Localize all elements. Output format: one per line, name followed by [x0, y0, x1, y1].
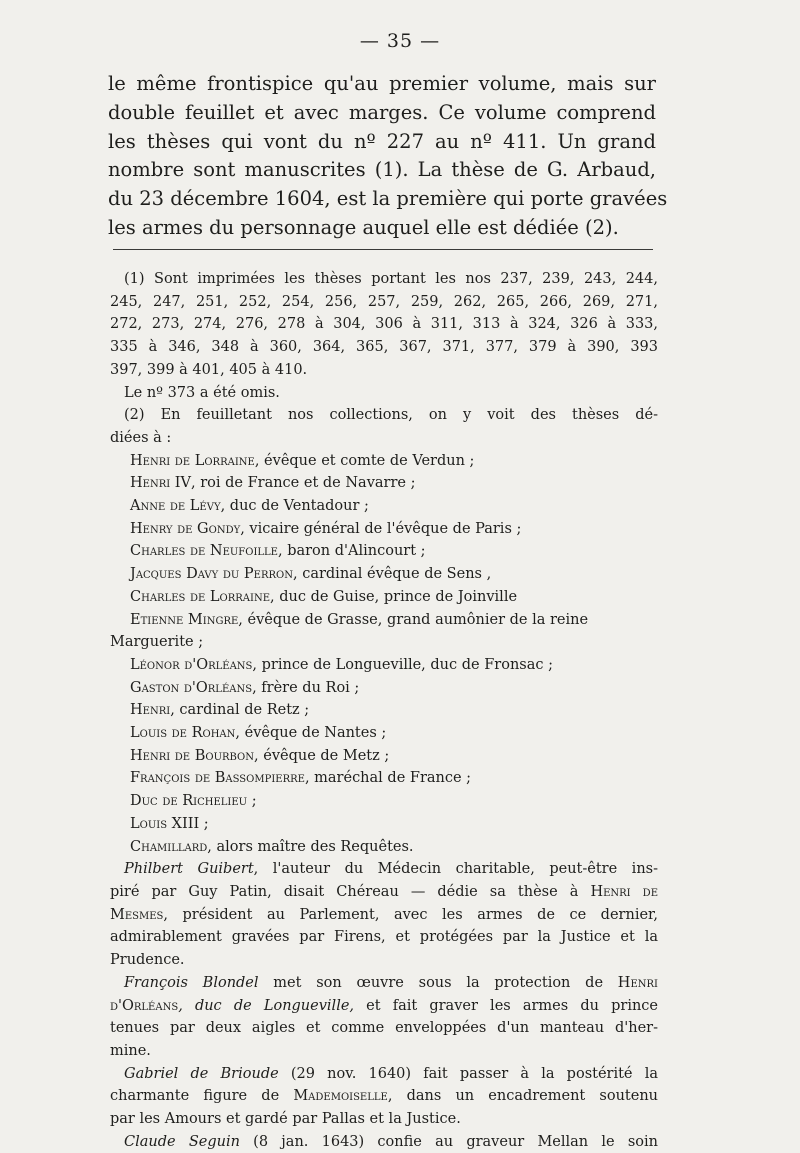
dedicatee-title: , évêque et comte de Verdun ;	[254, 452, 475, 469]
note1-line: 397, 399 à 401, 405 à 410.	[110, 361, 308, 378]
paragraph-text: et fait graver les armes du prince	[354, 997, 658, 1014]
dedicatee-entry	[110, 677, 658, 700]
author-name: François Blondel	[124, 974, 259, 991]
dedicatee-entry	[110, 495, 658, 518]
note1-line: 245, 247, 251, 252, 254, 256, 257, 259, 262, 265, 266, 269, 271,	[110, 293, 658, 310]
dedicatee-entry	[110, 813, 658, 836]
dedicatee-title: , prince de Longueville, duc de Fronsac ;	[252, 656, 553, 673]
dedicatee-title: , alors maître des Requêtes.	[207, 838, 414, 855]
paragraph-text: charmante figure de	[110, 1088, 294, 1105]
note1-line: 272, 273, 274, 276, 278 à 304, 306 à 311, 313 à 324, 326 à 333,	[110, 316, 658, 333]
paragraph-text: (29 nov. 1640) fait passer à la postérité la	[278, 1065, 658, 1082]
author-name: Gabriel de Brioude	[124, 1065, 279, 1082]
dedicatee-title: , évêque de Nantes ;	[235, 725, 387, 742]
dedicatee-title: , maréchal de France ;	[304, 770, 472, 787]
dedicatee-name: Chamillard	[130, 838, 208, 855]
dedicatee-name: Henri	[617, 974, 658, 991]
seguin-paragraph	[110, 1131, 658, 1153]
dedicatee-name: Henri de Bourbon	[130, 747, 255, 764]
dedicatee-continuation: Marguerite ;	[110, 634, 204, 651]
dedicatee-entry	[110, 745, 658, 768]
dedicatee-entry	[110, 540, 658, 563]
dedicatee-name: Duc de Richelieu	[130, 793, 248, 810]
main-line: du 23 décembre 1604, est la première qui porte gravées	[108, 187, 668, 211]
note2-intro: (2) En feuilletant nos collections, on y voit des thèses dé-	[124, 407, 658, 424]
dedicatee-name: Mesmes	[110, 906, 164, 923]
footnote-divider	[113, 249, 653, 250]
blondel-paragraph: mine.	[110, 1042, 151, 1059]
dedicatee-name: Henri de	[590, 883, 658, 900]
dedicatee-entry	[110, 654, 658, 677]
dedicatee-name: Mademoiselle	[293, 1088, 388, 1105]
dedicatee-title: , évêque de Metz ;	[254, 747, 390, 764]
dedicatee-title: ;	[247, 793, 257, 810]
dedicatee-title: , baron d'Alincourt ;	[277, 543, 426, 560]
main-line: les thèses qui vont du nº 227 au nº 411. Un grand	[108, 129, 656, 153]
dedicatee-name: Charles de Lorraine	[130, 588, 271, 605]
blondel-paragraph	[110, 995, 658, 1018]
brioude-paragraph: par les Amours et gardé par Pallas et la Justice.	[110, 1111, 461, 1128]
paragraph-text: , dans un encadrement soutenu	[387, 1088, 658, 1105]
dedicatee-entry	[110, 518, 658, 541]
dedicatee-name: Anne de Lévy	[130, 498, 221, 515]
dedicatee-name: Gaston d'Orléans	[130, 679, 253, 696]
guibert-paragraph	[110, 858, 658, 881]
dedicatee-title: , cardinal de Retz ;	[170, 702, 310, 719]
paragraph-text: piré par Guy Patin, disait Chéreau — dédie sa thèse à	[110, 883, 591, 900]
footnotes	[110, 268, 658, 1153]
dedicatee-entry	[110, 836, 658, 859]
dedicatee-title: , duc de Ventadour ;	[220, 498, 369, 515]
main-line: le même frontispice qu'au premier volume, mais sur	[108, 72, 656, 95]
dedicatee-name: Henry de Gondy	[130, 520, 241, 537]
dedicatee-name: Henri	[130, 702, 171, 719]
dedicatee-name: Henri IV	[130, 475, 191, 492]
note2-intro: diées à :	[110, 429, 172, 446]
dedicatee-entry	[110, 699, 658, 722]
note1-line: 335 à 346, 348 à 360, 364, 365, 367, 371, 377, 379 à 390, 393	[110, 339, 658, 356]
dedicatee-name: Louis XIII	[130, 815, 200, 832]
author-name: Claude Seguin	[124, 1133, 240, 1150]
dedicatee-entry	[110, 450, 658, 473]
guibert-paragraph: Prudence.	[110, 952, 185, 969]
dedicatee-entry	[110, 609, 658, 632]
dedicatee-title: , évêque de Grasse, grand aumônier de la reine	[238, 611, 589, 628]
paragraph-text: met son œuvre sous la protection de	[258, 974, 618, 991]
main-paragraph	[108, 70, 668, 243]
dedicatee-name: Henri de Lorraine	[130, 452, 255, 469]
author-name: Philbert Guibert	[124, 861, 254, 878]
page-number: — 35 —	[359, 30, 441, 52]
omitted-note: Le nº 373 a été omis.	[124, 384, 280, 401]
dedicatee-entry	[110, 586, 658, 609]
dedicatee-entry	[110, 472, 658, 495]
dedicatee-title: , roi de France et de Navarre ;	[190, 475, 416, 492]
dedicatee-title: , duc de Guise, prince de Joinville	[270, 588, 518, 605]
dedicatee-name: François de Bassompierre	[130, 770, 305, 787]
paragraph-text: (8 jan. 1643) confie au graveur Mellan le soin	[239, 1133, 658, 1150]
dedicatee-name: Louis de Rohan	[130, 725, 236, 742]
dedicatee-title: , duc de Longueville,	[178, 997, 355, 1014]
guibert-paragraph	[110, 904, 658, 927]
blondel-paragraph	[110, 972, 658, 995]
dedicatee-title: ;	[199, 815, 209, 832]
dedicatee-name: d'Orléans	[110, 997, 179, 1014]
dedicatee-name: Charles de Neufoille	[130, 543, 278, 560]
dedicatee-title: , cardinal évêque de Sens ,	[292, 566, 492, 583]
dedicatee-entry	[110, 767, 658, 790]
paragraph-text: , l'auteur du Médecin charitable, peut-être ins-	[253, 861, 658, 878]
dedicatee-name: Etienne Mingre	[130, 611, 239, 628]
guibert-paragraph: admirablement gravées par Firens, et protégées par la Justice et la	[110, 929, 658, 946]
dedicatee-entry	[110, 563, 658, 586]
paragraph-text: , président au Parlement, avec les armes de ce dernier,	[163, 906, 658, 923]
dedicatee-name: Jacques Davy du Perron	[130, 566, 293, 583]
brioude-paragraph	[110, 1085, 658, 1108]
main-line: les armes du personnage auquel elle est dédiée (2).	[108, 215, 619, 239]
dedicatee-title: , vicaire général de l'évêque de Paris ;	[240, 520, 522, 537]
brioude-paragraph	[110, 1063, 658, 1086]
note1-line: (1) Sont imprimées les thèses portant les nos 237, 239, 243, 244,	[124, 271, 658, 287]
dedicatee-title: , frère du Roi ;	[252, 679, 360, 696]
main-line: nombre sont manuscrites (1). La thèse de G. Arbaud,	[108, 158, 656, 182]
main-line: double feuillet et avec marges. Ce volume comprend	[108, 100, 656, 124]
dedicatee-entry	[110, 722, 658, 745]
blondel-paragraph: tenues par deux aigles et comme enveloppées d'un manteau d'her-	[110, 1020, 658, 1037]
dedicatee-entry	[110, 790, 658, 813]
guibert-paragraph	[110, 881, 658, 904]
dedicatee-name: Léonor d'Orléans	[130, 656, 253, 673]
